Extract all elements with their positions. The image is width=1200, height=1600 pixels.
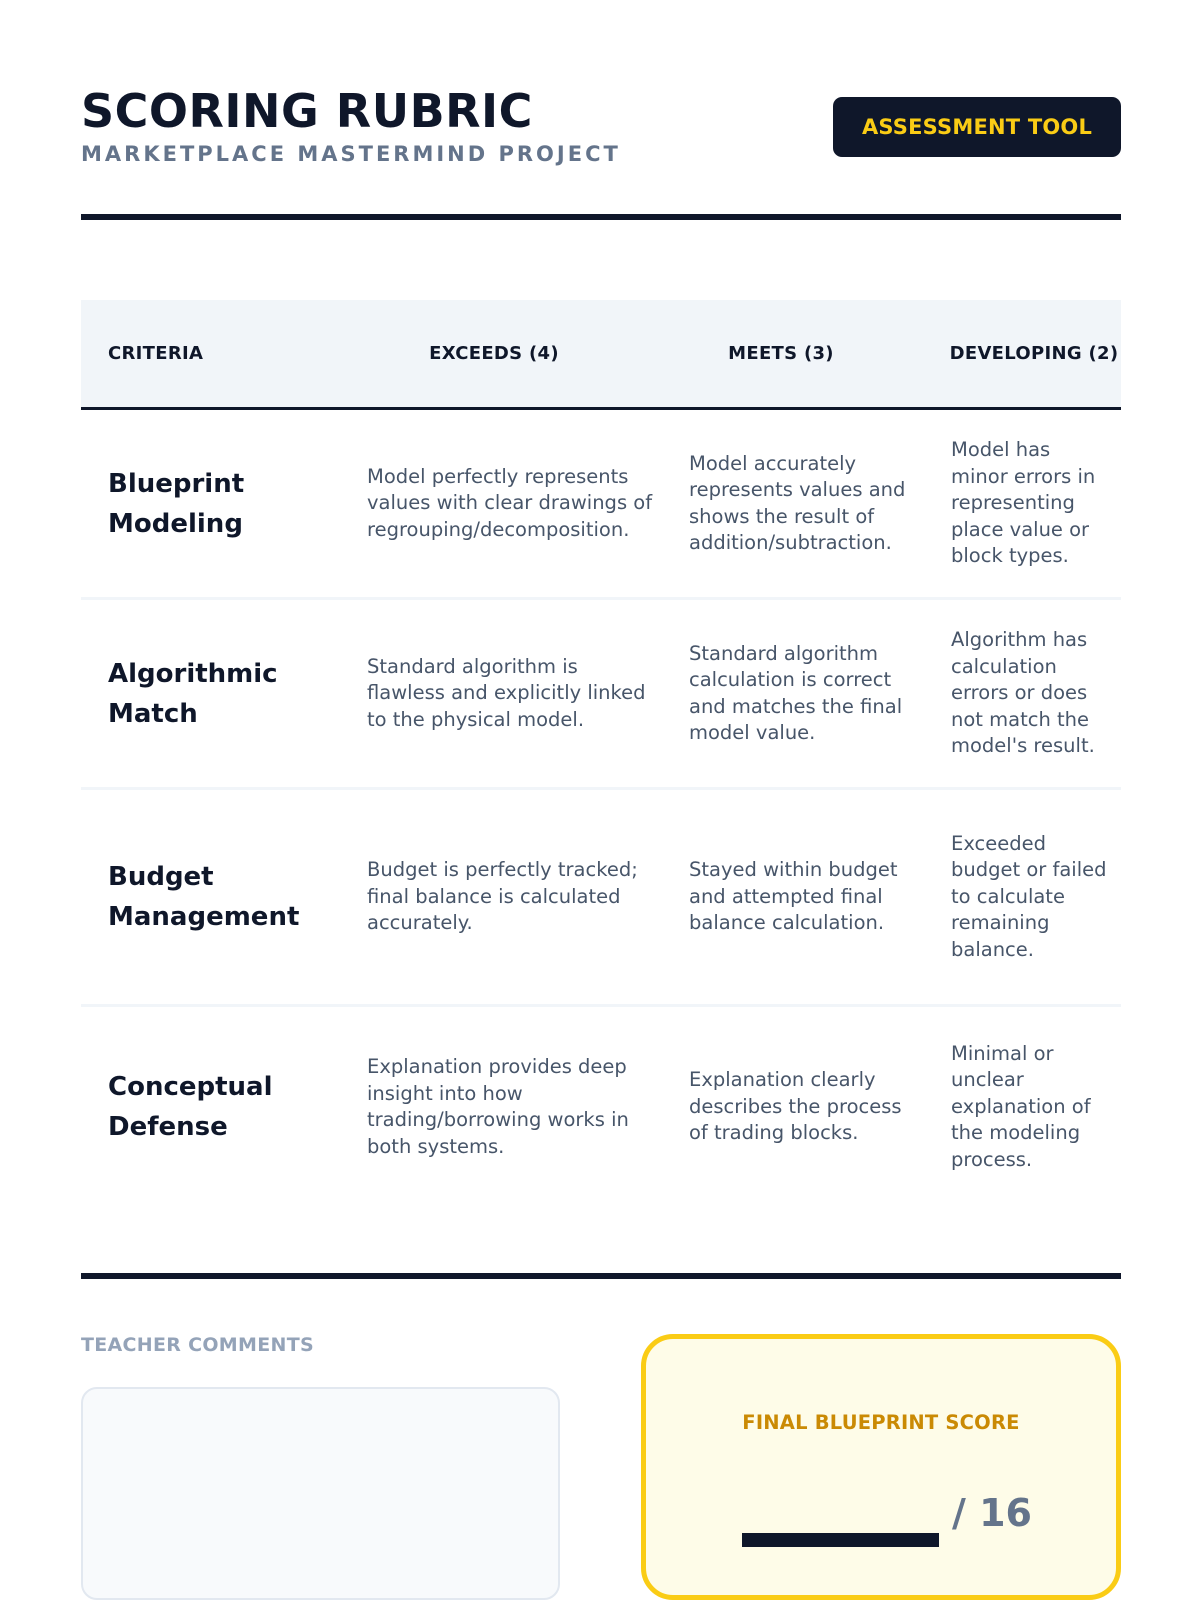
score-entry-line[interactable] — [742, 1533, 939, 1547]
page-header — [81, 84, 1121, 174]
developing-cell: Minimal or unclear explanation of the modeling process. — [951, 1041, 1091, 1171]
developing-cell: Model has minor errors in representing place value or block types. — [951, 438, 1096, 568]
header-divider — [81, 214, 1121, 220]
page-subtitle: MARKETPLACE MASTERMIND PROJECT — [81, 142, 621, 166]
rubric-table — [81, 300, 1121, 1207]
meets-cell: Stayed within budget and attempted final balance calculation. — [689, 858, 898, 935]
developing-cell: Exceeded budget or failed to calculate remaining balance. — [951, 831, 1107, 961]
exceeds-cell: Explanation provides deep insight into how trading/borrowing works in both systems. — [367, 1055, 629, 1158]
criteria-cell: Blueprint Modeling — [108, 468, 245, 539]
table-row — [81, 790, 1121, 1007]
page-title: SCORING RUBRIC — [81, 84, 533, 138]
criteria-cell: Conceptual Defense — [108, 1072, 273, 1142]
column-header-exceeds: EXCEEDS (4) — [429, 343, 559, 364]
teacher-comments-label: TEACHER COMMENTS — [81, 1334, 314, 1356]
final-score-label: FINAL BLUEPRINT SCORE — [742, 1411, 1020, 1434]
column-header-developing: DEVELOPING (2) — [949, 342, 1119, 364]
meets-cell: Explanation clearly describes the process of trading blocks. — [689, 1068, 902, 1145]
exceeds-cell: Model perfectly represents values with clear drawings of regrouping/decomposition. — [367, 464, 653, 541]
table-header-row — [81, 300, 1121, 410]
final-score-box — [641, 1334, 1121, 1600]
criteria-cell: Budget Management — [108, 862, 300, 932]
rubric-page — [81, 0, 1121, 1600]
exceeds-cell: Standard algorithm is flawless and explicitly linked to the physical model. — [367, 654, 646, 731]
table-row — [81, 410, 1121, 600]
exceeds-cell: Budget is perfectly tracked; final balance is calculated accurately. — [367, 858, 638, 935]
column-header-meets: MEETS (3) — [728, 343, 834, 364]
footer-divider — [81, 1273, 1121, 1279]
assessment-tool-badge: ASSESSMENT TOOL — [833, 97, 1121, 157]
score-max-value: / 16 — [952, 1491, 1032, 1535]
meets-cell: Model accurately represents values and shows the result of addition/subtraction. — [689, 451, 906, 554]
column-header-criteria: CRITERIA — [108, 343, 204, 364]
teacher-comments-field[interactable] — [81, 1387, 560, 1600]
developing-cell: Algorithm has calculation errors or does not match the model's result. — [951, 628, 1095, 758]
table-row — [81, 600, 1121, 790]
meets-cell: Standard algorithm calculation is correct and matches the final model value. — [689, 641, 903, 744]
table-row — [81, 1007, 1121, 1207]
criteria-cell: Algorithmic Match — [108, 658, 278, 729]
